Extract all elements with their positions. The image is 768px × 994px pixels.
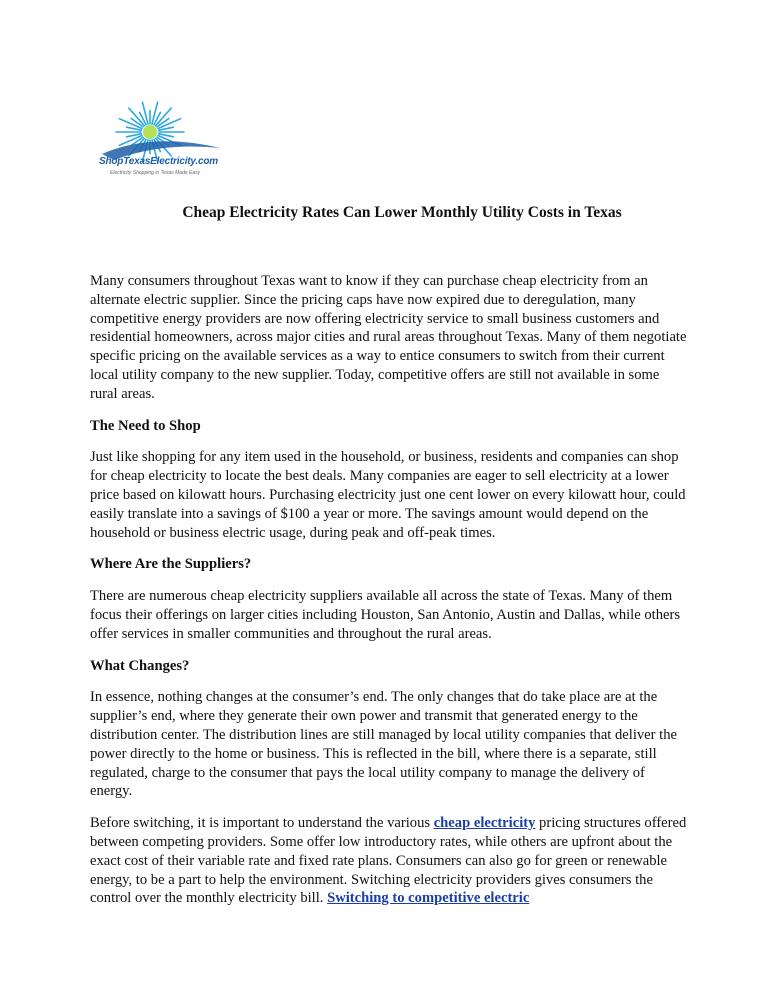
- intro-paragraph: Many consumers throughout Texas want to know if they can purchase cheap electricity from an alternate electric supplier. Since the pricing caps have now expired due to deregulation, many competitive energy providers are now offering electricity service to small business customers and residential homeowners, across major cities and rural areas throughout Texas. Many of them negotiate specific pricing on the available services as a way to entice consumers to switch from their current local utility company to the new supplier. Today, competitive offers are still not available in some rural areas.: [90, 273, 687, 402]
- closing-text-after-link: pricing structures offered between competing providers. Some offer low introductory rates, while others are upfront about the exact cost of their variable rate and fixed rate plans. Consumers can also go for green or renewable energy, to be a part to help the environment. Switching electricity providers gives consumers the control over the monthly electricity bill.: [90, 815, 687, 907]
- closing-text-before-link: Before switching, it is important to understand the various: [90, 815, 434, 832]
- closing-paragraph: [90, 814, 690, 908]
- section-heading-what-changes: What Changes?: [90, 657, 190, 674]
- section-paragraph-suppliers: There are numerous cheap electricity suppliers available all across the state of Texas. Many of them focus their offerings on larger cities including Houston, San Antonio, Austin and Dallas, while others offer services in smaller communities and throughout the rural areas.: [90, 588, 681, 642]
- cheap-electricity-link[interactable]: cheap electricity: [433, 815, 536, 832]
- section-heading-need-to-shop: The Need to Shop: [90, 417, 201, 434]
- company-logo: [92, 92, 232, 182]
- document-body: [90, 272, 690, 921]
- logo-wordmark: ShopTexasElectricity.com: [99, 156, 218, 167]
- section-heading-suppliers: Where Are the Suppliers?: [90, 556, 252, 573]
- document-title: Cheap Electricity Rates Can Lower Monthly Utility Costs in Texas: [182, 204, 622, 221]
- logo-tagline: Electricity Shopping in Texas Made Easy: [110, 170, 201, 176]
- switching-competitive-electric-link[interactable]: Switching to competitive electric: [327, 890, 530, 907]
- section-paragraph-need-to-shop: Just like shopping for any item used in the household, or business, residents and companies can shop for cheap electricity to locate the best deals. Many companies are eager to sell electricity at a lower price based on kilowatt hours. Purchasing electricity just one cent lower on every kilowatt hour, could easily translate into a savings of $100 a year or more. The savings amount would depend on the household or business electric usage, during peak and off-peak times.: [90, 449, 686, 541]
- section-paragraph-what-changes: In essence, nothing changes at the consumer’s end. The only changes that do take place are at the supplier’s end, where they generate their own power and transmit that generated energy to the distribution center. The distribution lines are still managed by local utility companies that deliver the power directly to the home or business. This is reflected in the bill, where there is a separate, still regulated, charge to the consumer that pays the local utility company to manage the delivery of energy.: [90, 689, 677, 800]
- sun-rays-logo-icon: [92, 92, 232, 182]
